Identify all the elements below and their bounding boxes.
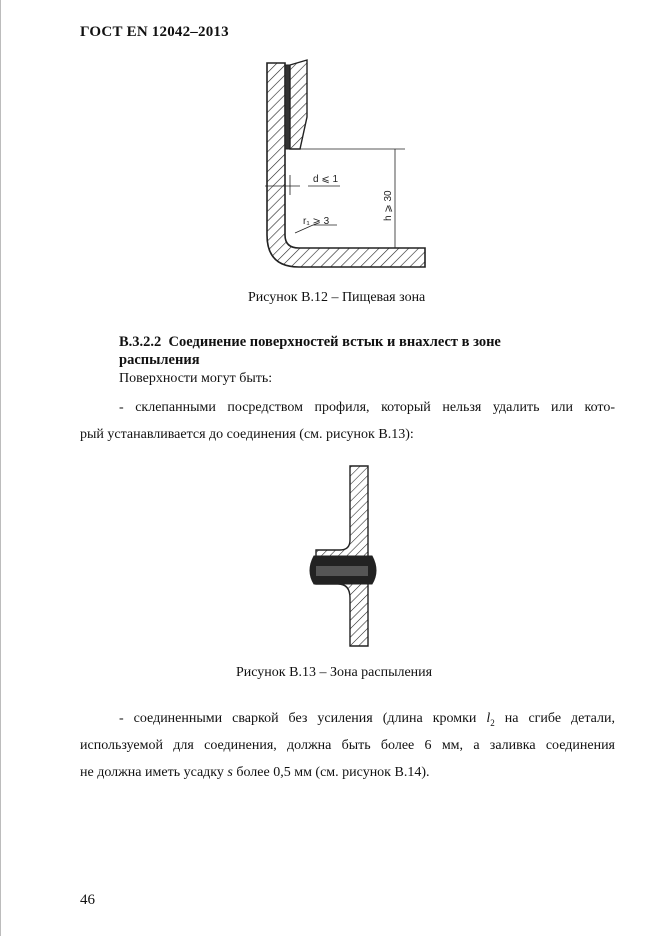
paragraph2-line2: используемой для соединения, должна быть более 6 мм, а заливка соединения	[80, 738, 615, 753]
blade-part	[290, 60, 307, 149]
page-edge	[0, 0, 1, 936]
section-heading	[119, 333, 579, 369]
dim-h-label: h ⩾ 30	[383, 190, 394, 221]
dim-r-label: r₁ ⩾ 3	[303, 216, 330, 227]
dim-d-label: d ⩽ 1	[313, 174, 339, 185]
var-s: s	[227, 765, 233, 780]
page-number: 46	[80, 892, 95, 908]
paragraph2-line1	[119, 711, 615, 728]
p2-text-c: не должна иметь усадку	[80, 765, 228, 780]
figure-b13-caption: Рисунок В.13 – Зона распыления	[236, 665, 433, 680]
p2-text-b: на сгибе детали,	[494, 711, 615, 726]
paragraph2-line3	[80, 765, 429, 781]
item1-line2: рый устанавливается до соединения (см. рисунок В.13):	[80, 427, 414, 442]
document-header: ГОСТ EN 12042–2013	[80, 24, 229, 40]
section-number: В.3.2.2	[119, 334, 162, 350]
p2-text-d: более 0,5 мм (см. рисунок В.14).	[232, 765, 430, 780]
section-title: Соединение поверхностей встык и внахлест в зоне распыления	[119, 334, 501, 368]
item1-line1: - склепанными посредством профиля, который нельзя удалить или кото-	[119, 400, 615, 415]
lower-sheet	[316, 576, 368, 646]
seal-strip	[285, 65, 290, 149]
joint-gap	[316, 566, 368, 576]
var-l: l	[486, 711, 491, 726]
figure-b12	[255, 55, 445, 277]
p2-text-a: - соединенными сваркой без усиления (длина кромки	[119, 711, 487, 726]
figure-b13	[300, 458, 390, 652]
figure-b12-caption: Рисунок В.12 – Пищевая зона	[248, 290, 426, 305]
section-intro: Поверхности могут быть:	[119, 371, 273, 386]
var-l-sub: 2	[490, 717, 495, 728]
upper-sheet	[316, 466, 368, 566]
